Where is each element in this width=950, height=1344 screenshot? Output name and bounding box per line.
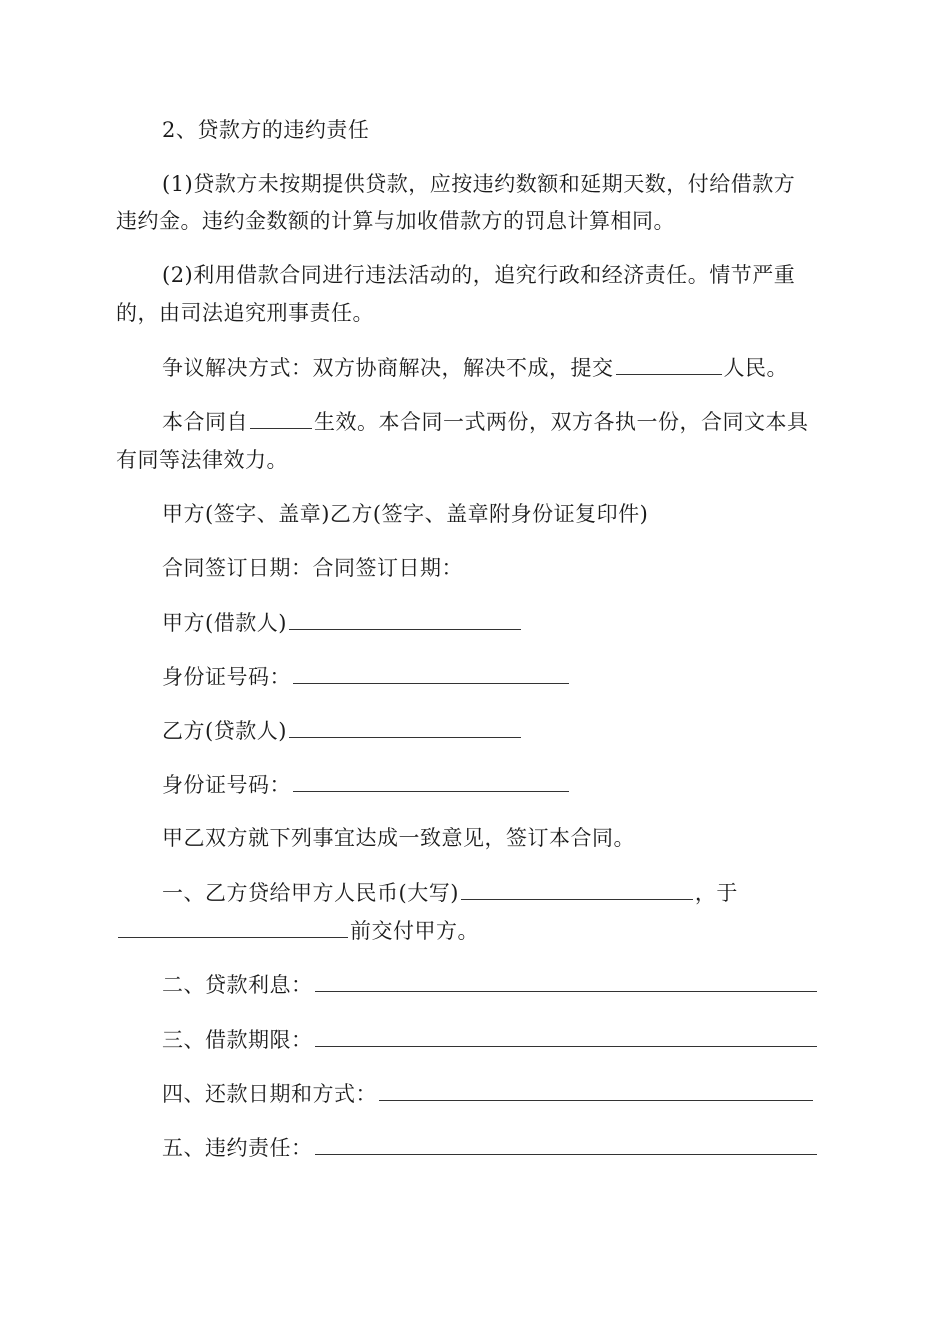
effect-line1 [162, 406, 809, 437]
item2-blank[interactable] [315, 969, 817, 992]
sign-date-line: 合同签订日期：合同签订日期： [162, 556, 463, 580]
item1-amount-blank[interactable] [461, 877, 693, 900]
party-b-row [162, 715, 523, 746]
item2-row [162, 969, 819, 1000]
effect-date-blank[interactable] [250, 406, 312, 429]
item1-line2 [116, 915, 479, 946]
party-a-row [162, 607, 523, 638]
dispute-resolution [162, 352, 788, 383]
effect-prefix: 本合同自 [162, 410, 248, 434]
item3-row [162, 1024, 819, 1055]
item3-label: 三、借款期限： [162, 1028, 313, 1052]
id-a-row [162, 661, 571, 692]
item2-label: 二、贷款利息： [162, 973, 313, 997]
id-b-blank[interactable] [293, 769, 569, 792]
section-heading: 2、贷款方的违约责任 [162, 118, 370, 142]
agreement-line: 甲乙双方就下列事宜达成一致意见，签订本合同。 [162, 826, 635, 850]
id-a-blank[interactable] [293, 661, 569, 684]
party-b-label: 乙方(贷款人) [162, 719, 287, 743]
item5-label: 五、违约责任： [162, 1136, 313, 1160]
item4-row [162, 1078, 815, 1109]
clause1-line2: 违约金。违约金数额的计算与加收借款方的罚息计算相同。 [116, 209, 675, 233]
dispute-court-blank[interactable] [616, 352, 722, 375]
party-a-blank[interactable] [289, 607, 521, 630]
id-a-label: 身份证号码： [162, 665, 291, 689]
dispute-suffix: 人民。 [723, 356, 788, 380]
item5-row [162, 1132, 819, 1163]
item1-prefix: 一、乙方贷给甲方人民币(大写) [162, 881, 459, 905]
item1-date-blank[interactable] [118, 915, 348, 938]
item1-mid: ，于 [694, 881, 738, 905]
clause2-line2: 的，由司法追究刑事责任。 [116, 301, 374, 325]
signature-line: 甲方(签字、盖章)乙方(签字、盖章附身份证复印件) [162, 502, 649, 526]
item5-blank[interactable] [315, 1132, 817, 1155]
dispute-prefix: 争议解决方式：双方协商解决，解决不成，提交 [162, 356, 614, 380]
item4-blank[interactable] [379, 1078, 813, 1101]
item4-label: 四、还款日期和方式： [162, 1082, 377, 1106]
effect-suffix: 生效。本合同一式两份，双方各执一份，合同文本具 [314, 410, 809, 434]
item1-suffix: 前交付甲方。 [350, 919, 479, 943]
party-b-blank[interactable] [289, 715, 521, 738]
id-b-row [162, 769, 571, 800]
id-b-label: 身份证号码： [162, 773, 291, 797]
clause1-line1: (1)贷款方未按期提供贷款，应按违约数额和延期天数，付给借款方 [162, 172, 796, 196]
effect-line2: 有同等法律效力。 [116, 448, 288, 472]
party-a-label: 甲方(借款人) [162, 611, 287, 635]
item1-line1 [162, 877, 738, 908]
clause2-line1: (2)利用借款合同进行违法活动的，追究行政和经济责任。情节严重 [162, 263, 796, 287]
item3-blank[interactable] [315, 1024, 817, 1047]
